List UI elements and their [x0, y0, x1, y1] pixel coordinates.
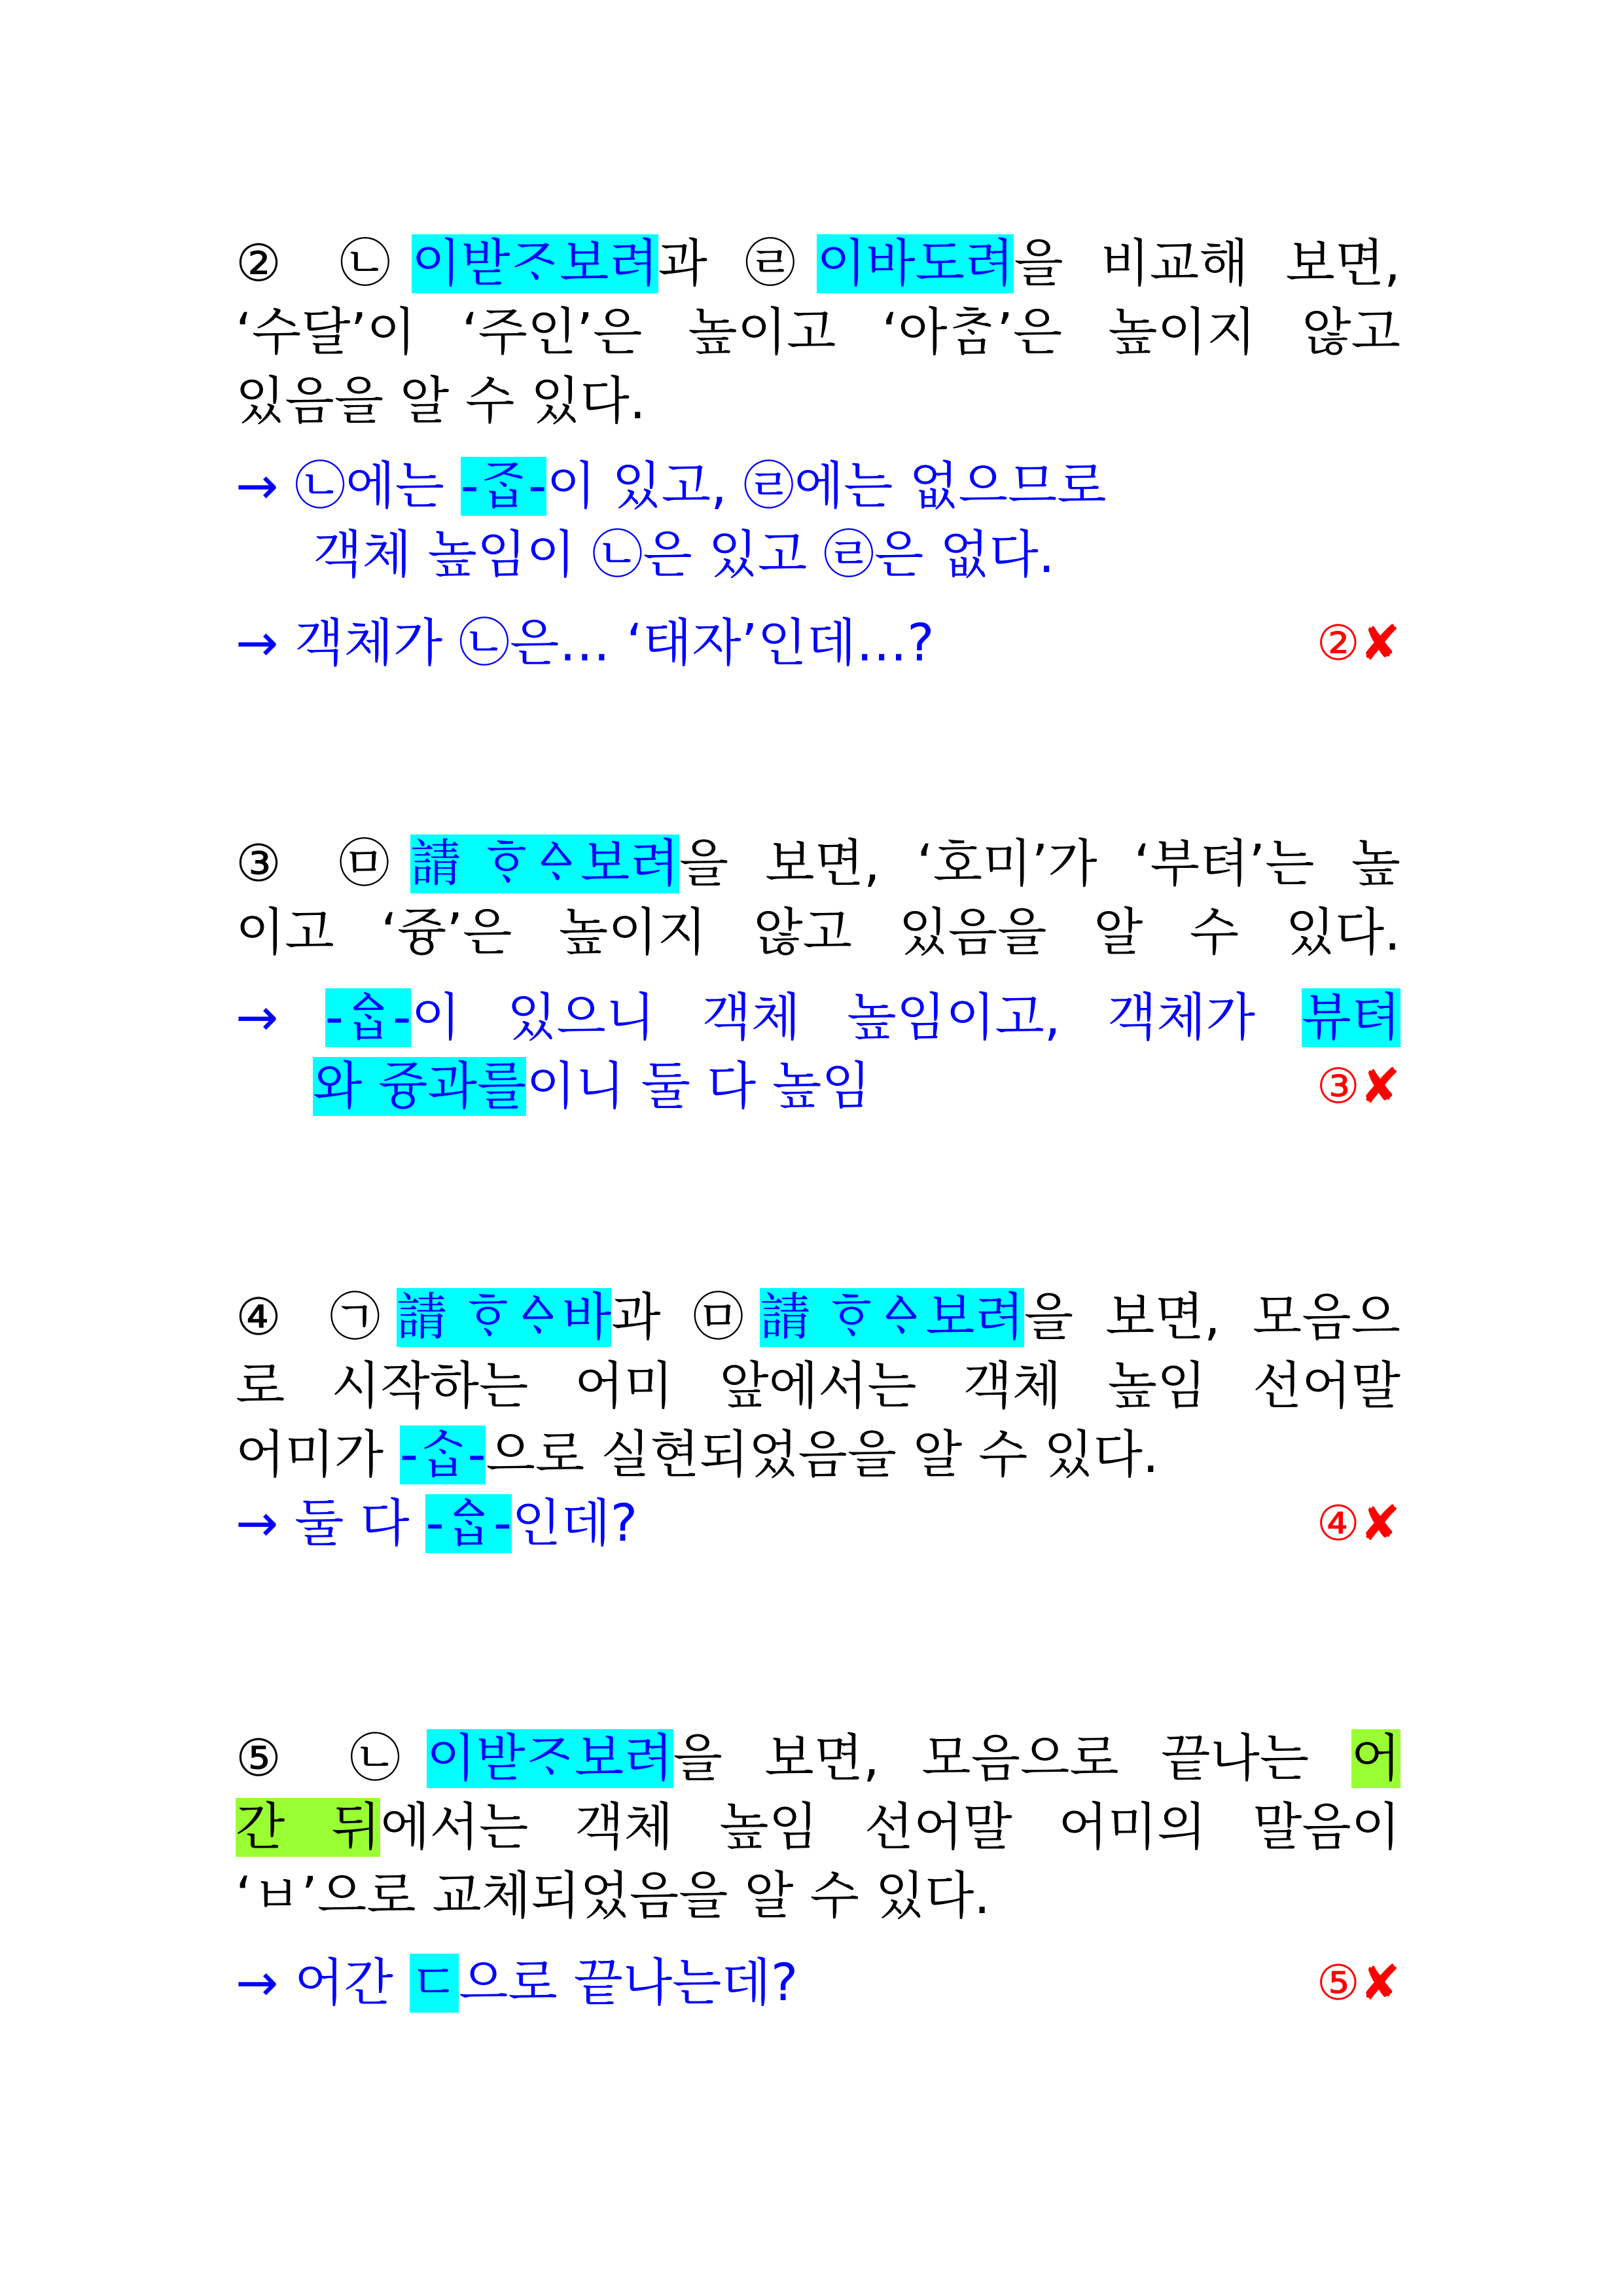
- s3-highlight: 請ᄒᆞᅀᆞ보려: [410, 834, 679, 893]
- s2-highlight-2: 이바도려: [816, 234, 1014, 293]
- s2-note-2: 객체 높임이 ㉡은 있고 ㉣은 없다.: [313, 526, 1055, 584]
- s2-line-1: [236, 228, 1400, 300]
- s2-highlight-1: 이받ᄌᆞ보려: [411, 234, 658, 293]
- s3-line-2: 이고 ‘즁’은 높이지 않고 있음을 알 수 있다.: [236, 903, 1400, 962]
- s3-text: ③ ㉤: [236, 834, 410, 893]
- s5-line-1: [236, 1723, 1400, 1795]
- wrong-mark-icon: ✘: [1359, 1955, 1400, 2011]
- s2-verdict: [1317, 607, 1400, 679]
- wrong-mark-icon: ✘: [1359, 615, 1400, 672]
- s2-note-3: → 객체가 ㉡은… ‘태자’인데…?: [236, 614, 935, 673]
- s5-line-3: ‘ㅂ’으로 교체되었음을 알 수 있다.: [236, 1867, 991, 1926]
- s3-note-text: 이니 둘 다 높임: [526, 1057, 871, 1116]
- wrong-mark-icon: ✘: [1359, 1058, 1400, 1115]
- s3-note-highlight-2: 뷰텨: [1302, 988, 1400, 1047]
- s3-line-1: [236, 828, 1400, 900]
- s3-note-text: →: [236, 988, 325, 1047]
- s4-note-highlight: -ᅀᆞᆸ-: [425, 1494, 512, 1553]
- s4-line-1: [236, 1282, 1400, 1354]
- s4-text: 과 ㉤: [611, 1288, 760, 1347]
- s5-text: 을 보면, 모음으로 끝나는: [673, 1729, 1351, 1788]
- s5-green-highlight: 어: [1351, 1729, 1400, 1788]
- s5-text: ⑤ ㉡: [236, 1729, 427, 1788]
- s3-note-highlight-1: -ᅀᆞᆸ-: [325, 988, 412, 1047]
- s4-verdict: [1317, 1488, 1400, 1560]
- s2-choice-number: ②: [1316, 615, 1360, 672]
- s4-text: 으로 실현되었음을 알 수 있다.: [486, 1426, 1159, 1484]
- s4-note-1: [236, 1488, 1400, 1560]
- s3-note-2: [313, 1050, 1400, 1122]
- s3-note-text: 이 있으니 객체 높임이고, 객체가: [411, 988, 1302, 1047]
- s2-note-text: 이 있고, ㉣에는 없으므로: [546, 457, 1107, 516]
- s5-verdict: [1317, 1947, 1400, 2019]
- s4-line-3: [236, 1419, 1400, 1491]
- s4-note-text: 인데?: [512, 1494, 638, 1553]
- s3-verdict: [1317, 1050, 1400, 1122]
- s5-note-text: 으로 끝나는데?: [459, 1954, 798, 2013]
- s5-note-text: → 어간: [236, 1954, 410, 2013]
- s3-note-highlight-3: 와 즁과를: [313, 1057, 527, 1116]
- s5-choice-number: ⑤: [1316, 1955, 1360, 2011]
- s4-text: 을 보면, 모음으: [1024, 1288, 1400, 1347]
- s2-text: ② ㉡: [236, 234, 412, 293]
- s2-text: 과 ㉣: [658, 234, 817, 293]
- s5-green-highlight: 간 뒤: [236, 1798, 381, 1857]
- s5-line-2: [236, 1791, 1400, 1863]
- s4-text: 어미가: [236, 1426, 400, 1484]
- s2-note-highlight: -ᄌᆞᆸ-: [460, 457, 547, 516]
- s5-note-1: [236, 1947, 1400, 2019]
- s4-choice-number: ④: [1316, 1496, 1360, 1552]
- s2-line-3: 있음을 알 수 있다.: [236, 372, 646, 431]
- wrong-mark-icon: ✘: [1359, 1496, 1400, 1552]
- s3-choice-number: ③: [1316, 1058, 1360, 1115]
- s2-text: 을 비교해 보면,: [1014, 234, 1400, 293]
- s4-note-text: → 둘 다: [236, 1494, 426, 1553]
- s4-highlight-1: 請ᄒᆞᅀᆞ바: [396, 1288, 612, 1347]
- s4-line-2: 로 시작하는 어미 앞에서는 객체 높임 선어말: [236, 1357, 1400, 1416]
- s2-line-2: ‘수달’이 ‘주인’은 높이고 ‘아ᄎᆞᆷ’은 높이지 않고: [236, 303, 1400, 362]
- s3-text: 을 보면, ‘호미’가 ‘부텨’는 높: [679, 834, 1400, 893]
- s4-highlight-2: 請ᄒᆞᅀᆞ보려: [760, 1288, 1024, 1347]
- s2-note-text: → ㉡에는: [236, 457, 461, 516]
- s4-text: ④ ㉠: [236, 1288, 397, 1347]
- s4-highlight-3: -ᄉᆞᆸ-: [399, 1426, 486, 1484]
- s3-note-1: [236, 982, 1400, 1054]
- s5-text: 에서는 객체 높임 선어말 어미의 말음이: [380, 1798, 1400, 1857]
- s5-note-highlight: ㄷ: [409, 1954, 459, 2013]
- s5-highlight: 이받ᄌᆞ보려: [426, 1729, 673, 1788]
- s2-note-1: [236, 450, 1400, 522]
